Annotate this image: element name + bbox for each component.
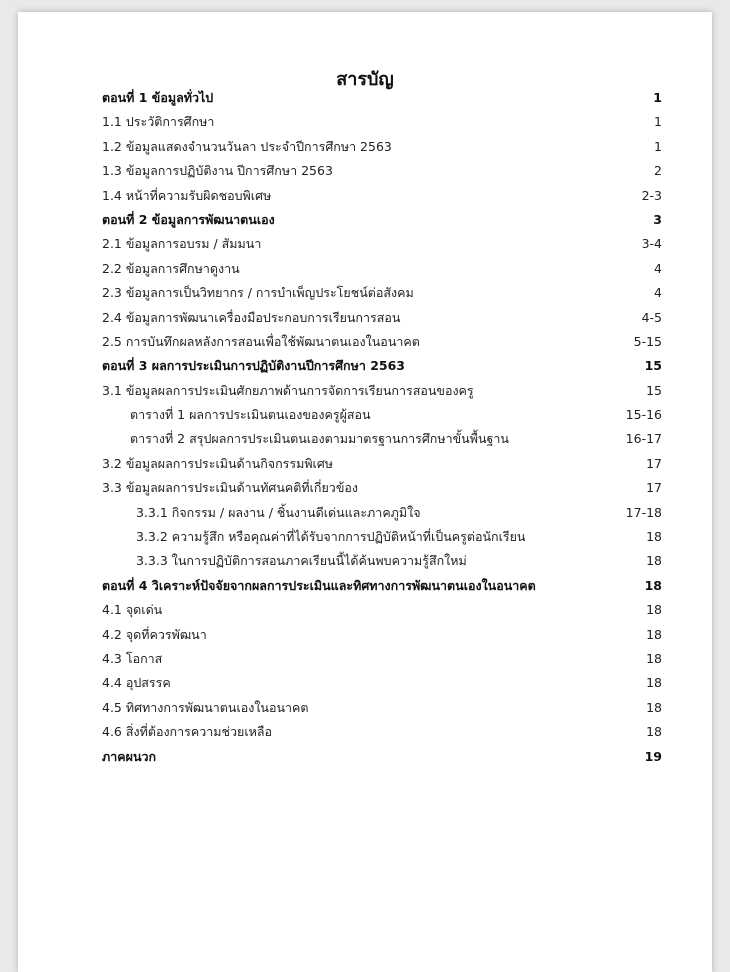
toc-subitem — [102, 501, 662, 525]
toc-item — [102, 623, 662, 647]
toc-page-number: 15-16 — [625, 407, 662, 423]
toc-label: ตารางที่ 1 ผลการประเมินตนเองของครูผู้สอน — [130, 407, 371, 423]
toc-item — [102, 598, 662, 622]
toc-page-number: 19 — [644, 748, 662, 764]
toc-label: 2.1 ข้อมูลการอบรม / สัมมนา — [102, 236, 262, 252]
toc-section — [102, 86, 662, 110]
toc-item — [102, 257, 662, 281]
toc-page-number: 15 — [646, 382, 662, 398]
toc-item — [102, 452, 662, 476]
toc-page-number: 1 — [654, 138, 662, 154]
toc-item — [102, 720, 662, 744]
toc-label: 2.2 ข้อมูลการศึกษาดูงาน — [102, 260, 240, 276]
toc-label: 3.2 ข้อมูลผลการประเมินด้านกิจกรรมพิเศษ — [102, 455, 334, 471]
toc-page-number: 18 — [646, 699, 662, 715]
toc-label: ตอนที่ 4 วิเคราะห์ปัจจัยจากผลการประเมินและทิศทางการพัฒนาตนเองในอนาคต — [102, 577, 536, 593]
toc-page-number: 17 — [646, 455, 662, 471]
toc-page-number: 3-4 — [641, 236, 662, 252]
toc-subitem — [102, 525, 662, 549]
toc-page-number: 4-5 — [641, 309, 662, 325]
toc-page-number: 18 — [646, 650, 662, 666]
toc-page-number: 4 — [654, 260, 662, 276]
toc-page-number: 18 — [646, 626, 662, 642]
toc-label: 4.3 โอกาส — [102, 650, 163, 666]
toc-label: 2.3 ข้อมูลการเป็นวิทยากร / การบำเพ็ญประโยชน์ต่อสังคม — [102, 285, 414, 301]
toc-item — [102, 159, 662, 183]
toc-item — [102, 476, 662, 500]
toc-label: 1.3 ข้อมูลการปฏิบัติงาน ปีการศึกษา 2563 — [102, 163, 333, 179]
toc-page-number: 18 — [646, 675, 662, 691]
toc-label: 4.6 สิ่งที่ต้องการความช่วยเหลือ — [102, 724, 273, 740]
toc-label: 1.1 ประวัติการศึกษา — [102, 114, 215, 130]
toc-page-number: 5-15 — [633, 333, 662, 349]
toc-section — [102, 745, 662, 769]
toc-item — [102, 647, 662, 671]
toc-item — [102, 184, 662, 208]
toc-page-number: 18 — [644, 577, 662, 593]
toc-page-number: 2-3 — [641, 187, 662, 203]
toc-item — [102, 281, 662, 305]
toc-item — [102, 379, 662, 403]
toc-label: 4.2 จุดที่ควรพัฒนา — [102, 626, 207, 642]
toc-page-number: 18 — [646, 602, 662, 618]
toc-label: ตอนที่ 2 ข้อมูลการพัฒนาตนเอง — [102, 211, 275, 227]
toc-label: 4.5 ทิศทางการพัฒนาตนเองในอนาคต — [102, 699, 309, 715]
toc-item — [102, 696, 662, 720]
toc-subitem — [102, 403, 662, 427]
toc-label: ภาคผนวก — [102, 748, 157, 764]
toc-item — [102, 135, 662, 159]
toc-page-number: 4 — [654, 285, 662, 301]
toc-page-number: 1 — [654, 114, 662, 130]
page-title: สารบัญ — [336, 69, 394, 90]
toc-item — [102, 110, 662, 134]
toc-page-number: 15 — [644, 358, 662, 374]
toc-label: 3.1 ข้อมูลผลการประเมินศักยภาพด้านการจัดการเรียนการสอนของครู — [102, 382, 474, 398]
toc-section — [102, 208, 662, 232]
toc-label: ตอนที่ 1 ข้อมูลทั่วไป — [102, 90, 214, 105]
table-of-contents — [102, 86, 662, 769]
toc-page-number: 3 — [653, 211, 662, 227]
toc-page-number: 18 — [646, 529, 662, 545]
toc-page-number: 2 — [654, 163, 662, 179]
toc-label: 3.3.2 ความรู้สึก หรือคุณค่าที่ได้รับจากการปฏิบัติหน้าที่เป็นครูต่อนักเรียน — [136, 529, 526, 545]
toc-label: 2.4 ข้อมูลการพัฒนาเครื่องมือประกอบการเรียนการสอน — [102, 309, 401, 325]
toc-label: 3.3.1 กิจกรรม / ผลงาน / ชิ้นงานดีเด่นและภาคภูมิใจ — [136, 504, 421, 520]
toc-label: ตารางที่ 2 สรุปผลการประเมินตนเองตามมาตรฐานการศึกษาขั้นพื้นฐาน — [130, 431, 509, 447]
toc-page-number: 16-17 — [625, 431, 662, 447]
toc-label: 3.3.3 ในการปฏิบัติการสอนภาคเรียนนี้ได้ค้นพบความรู้สึกใหม่ — [136, 553, 467, 569]
toc-page-number: 18 — [646, 553, 662, 569]
toc-item — [102, 306, 662, 330]
toc-item — [102, 671, 662, 695]
toc-label: 4.4 อุปสรรค — [102, 675, 171, 691]
toc-page-number: 17-18 — [625, 504, 662, 520]
toc-page-number: 18 — [646, 724, 662, 740]
toc-section — [102, 574, 662, 598]
toc-subitem — [102, 549, 662, 573]
toc-item — [102, 232, 662, 256]
toc-label: 3.3 ข้อมูลผลการประเมินด้านทัศนคติที่เกี่ยวข้อง — [102, 480, 358, 496]
toc-item — [102, 330, 662, 354]
toc-label: 1.2 ข้อมูลแสดงจำนวนวันลา ประจำปีการศึกษา 2563 — [102, 138, 392, 154]
toc-label: 4.1 จุดเด่น — [102, 602, 163, 618]
toc-page-number: 17 — [646, 480, 662, 496]
toc-label: 2.5 การบันทึกผลหลังการสอนเพื่อใช้พัฒนาตนเองในอนาคต — [102, 333, 420, 349]
document-page — [18, 12, 712, 972]
toc-subitem — [102, 427, 662, 451]
toc-page-number: 1 — [653, 90, 662, 105]
toc-label: 1.4 หน้าที่ความรับผิดชอบพิเศษ — [102, 187, 272, 203]
toc-label: ตอนที่ 3 ผลการประเมินการปฏิบัติงานปีการศึกษา 2563 — [102, 358, 406, 374]
toc-section — [102, 354, 662, 378]
